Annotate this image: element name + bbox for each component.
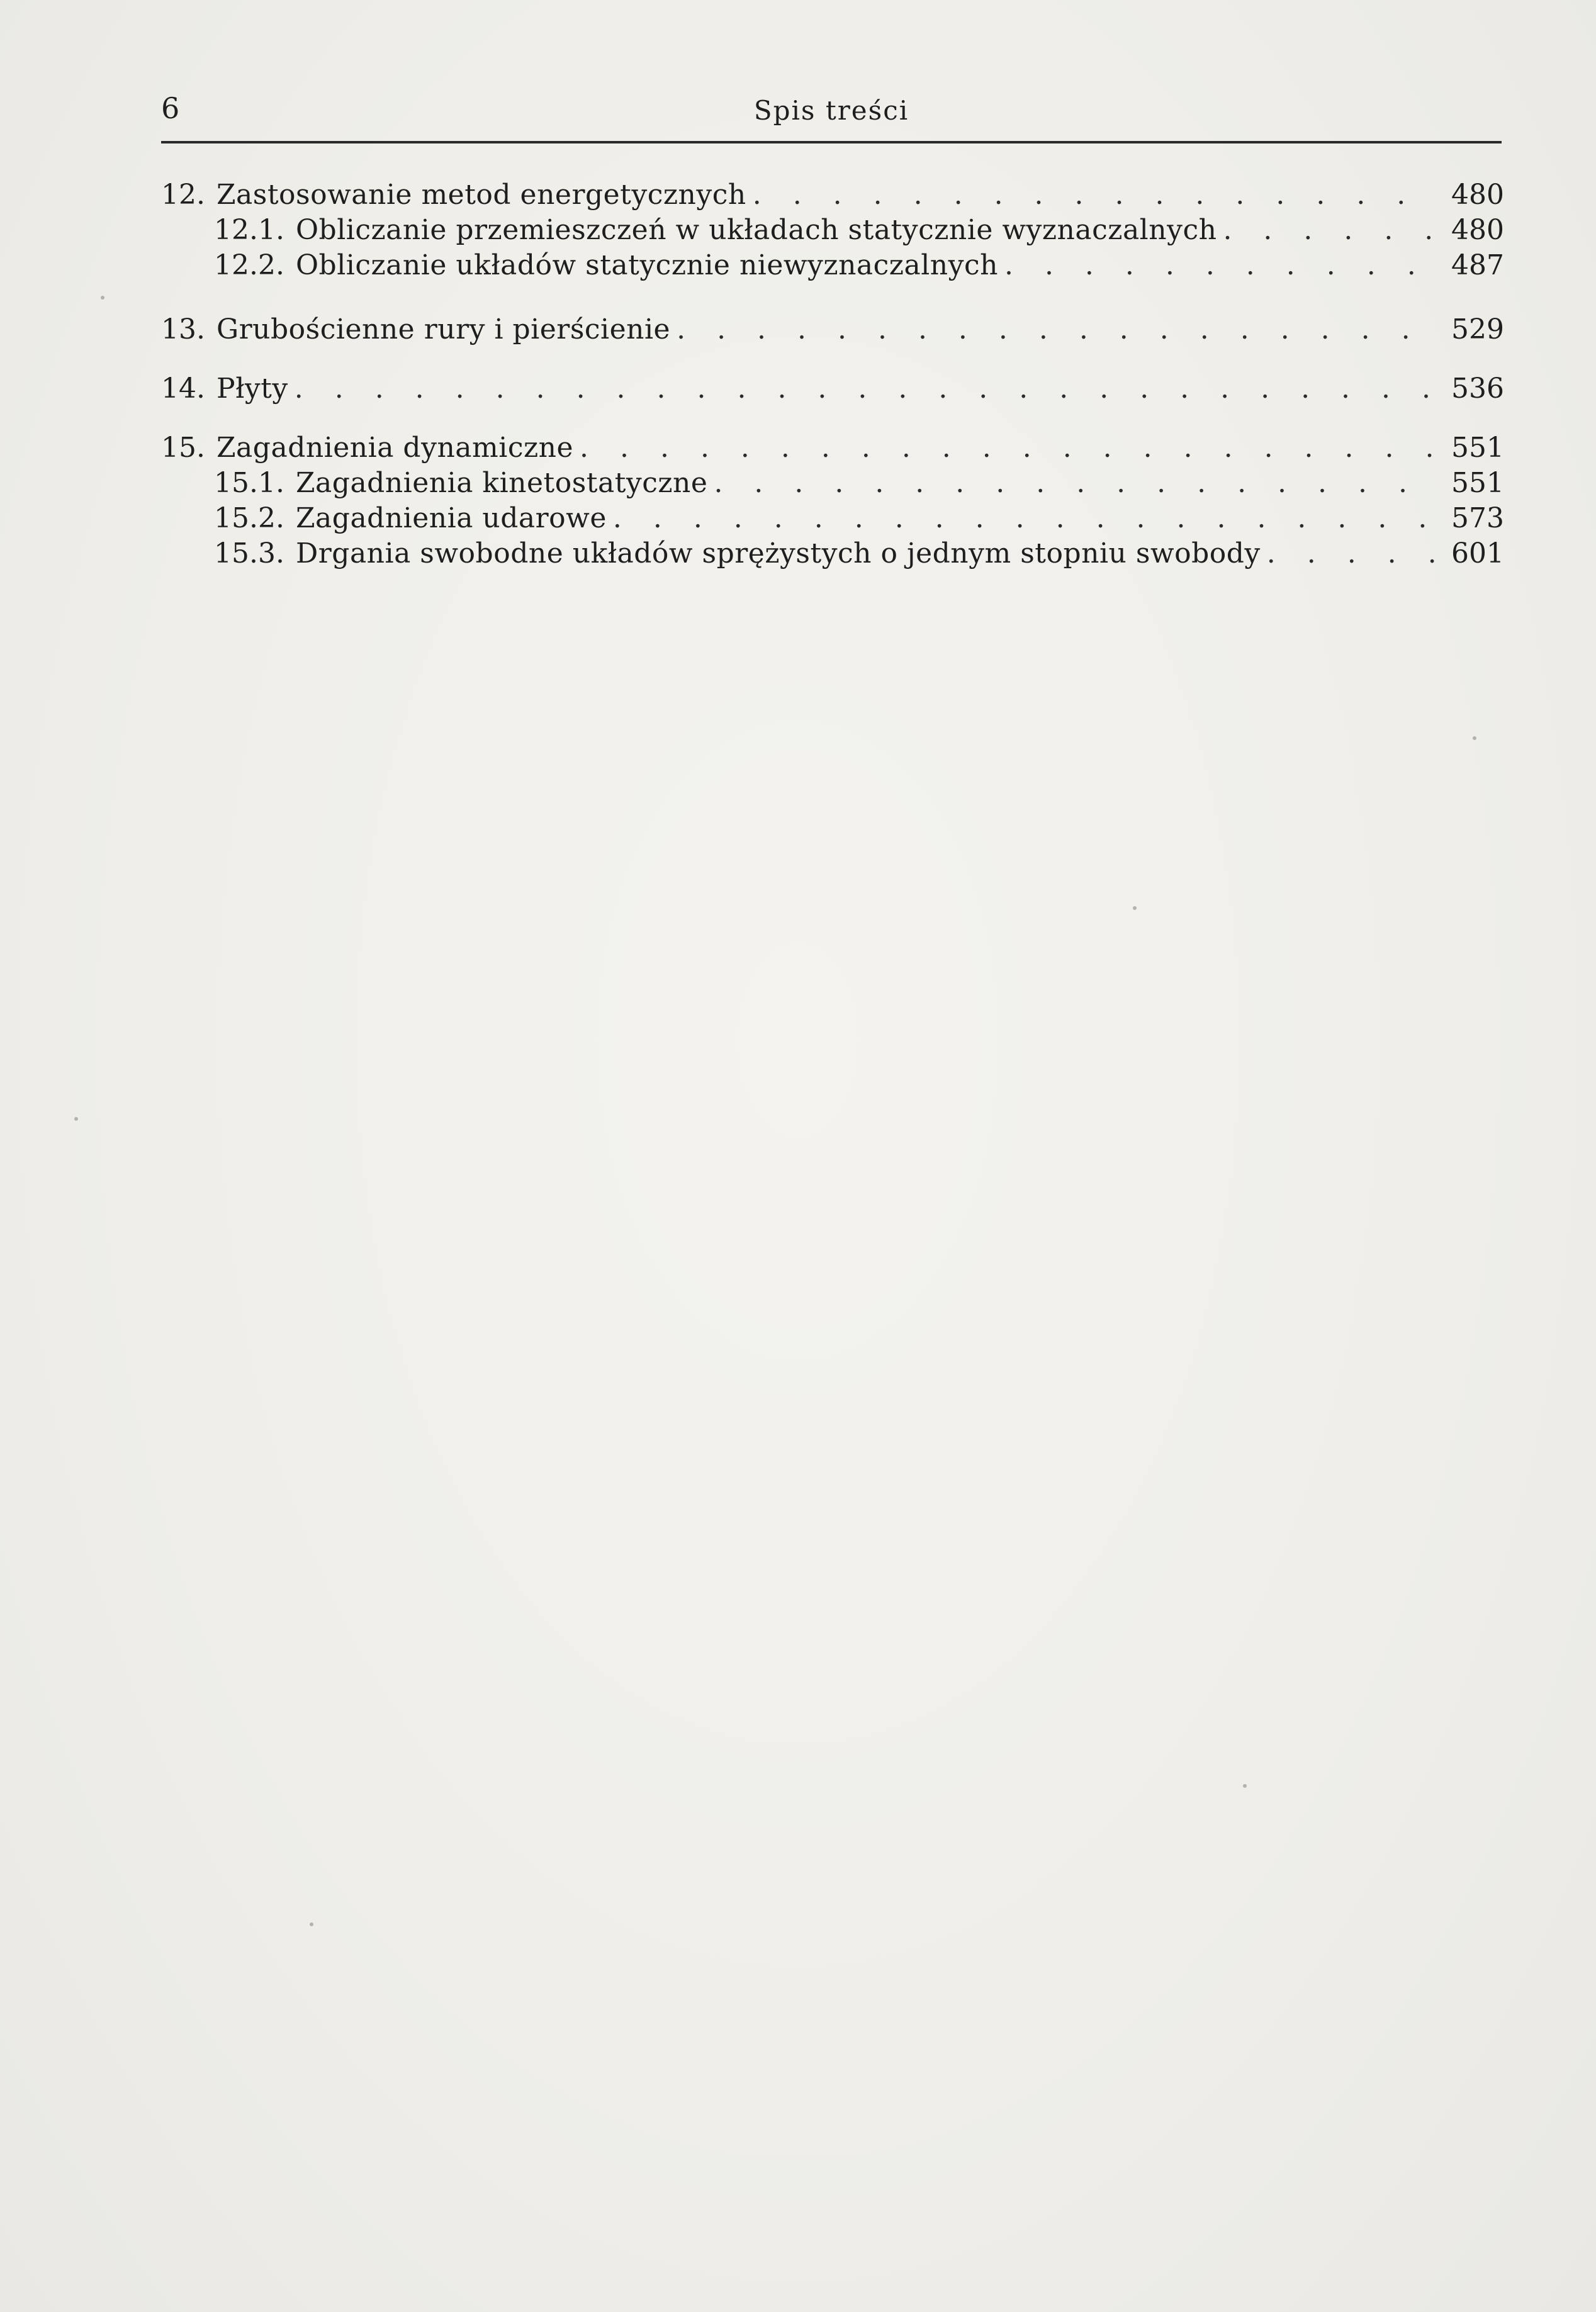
toc-entry-page: 480 (1451, 214, 1504, 246)
toc-entry-page: 487 (1451, 249, 1504, 281)
toc-entry-title: Zagadnienia kinetostatyczne (295, 467, 708, 499)
page-number: 6 (161, 91, 180, 125)
toc-entry-title: Obliczanie przemieszczeń w układach statycznie wyznaczalnych (295, 214, 1217, 246)
paper-speck (74, 1117, 78, 1121)
toc-entry-title: Obliczanie układów statycznie niewyznaczalnych (295, 249, 998, 281)
paper-speck (1243, 1784, 1247, 1788)
toc-entry-title: Zagadnienia dynamiczne (216, 432, 574, 464)
dot-leader (613, 501, 1437, 536)
dot-leader (753, 177, 1437, 213)
toc-entry-number: 12.2. (214, 249, 284, 281)
dot-leader (1223, 213, 1437, 248)
toc-entry-number: 15.1. (214, 467, 284, 499)
toc-entry-12-1 (161, 213, 1502, 248)
toc-entry-page: 551 (1451, 467, 1504, 499)
toc-entry-page: 536 (1451, 373, 1504, 405)
toc-entry-page: 529 (1451, 313, 1504, 345)
dot-leader (1267, 536, 1437, 571)
toc-entry-page: 601 (1451, 537, 1504, 570)
toc-entry-title: Drgania swobodne układów sprężystych o jednym stopniu swobody (295, 537, 1261, 570)
toc-entry-15-1 (161, 466, 1502, 501)
paper-speck (1133, 906, 1137, 910)
paper-speck (101, 296, 104, 300)
running-title: Spis treści (753, 95, 909, 126)
toc-entry-number: 14. (161, 373, 205, 405)
paper-speck (310, 1922, 313, 1926)
toc-entry-page: 551 (1451, 432, 1504, 464)
dot-leader (1004, 248, 1437, 283)
toc-entry-title: Zagadnienia udarowe (295, 502, 607, 534)
dot-leader (714, 466, 1437, 501)
toc-entry-number: 15. (161, 432, 205, 464)
toc-entry-12-2 (161, 248, 1502, 283)
dot-leader (677, 312, 1437, 347)
paper-speck (1473, 736, 1476, 740)
toc-entry-15-3 (161, 536, 1502, 571)
toc-entry-page: 573 (1451, 502, 1504, 534)
toc-entry-title: Zastosowanie metod energetycznych (216, 179, 746, 211)
table-of-contents (161, 177, 1502, 571)
toc-entry-title: Grubościenne rury i pierścienie (216, 313, 671, 345)
toc-entry-14 (161, 371, 1502, 407)
toc-entry-title: Płyty (216, 373, 288, 405)
toc-entry-number: 13. (161, 313, 205, 345)
dot-leader (295, 371, 1437, 407)
toc-entry-number: 15.2. (214, 502, 284, 534)
page-header (161, 88, 1502, 143)
toc-entry-15 (161, 430, 1502, 466)
toc-entry-number: 12. (161, 179, 205, 211)
dot-leader (580, 430, 1437, 466)
toc-entry-12 (161, 177, 1502, 213)
toc-entry-number: 12.1. (214, 214, 284, 246)
toc-entry-page: 480 (1451, 179, 1504, 211)
toc-entry-13 (161, 312, 1502, 347)
toc-entry-number: 15.3. (214, 537, 284, 570)
toc-entry-15-2 (161, 501, 1502, 536)
